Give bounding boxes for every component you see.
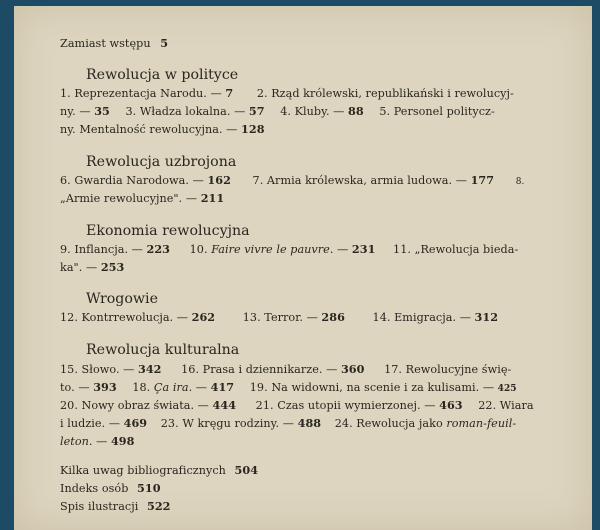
toc-line (60, 260, 124, 274)
intro-page: 5 (160, 36, 169, 50)
entry-text: „Armie rewolucyjne". — (60, 192, 201, 205)
toc-line (60, 380, 517, 394)
toc-line (60, 242, 518, 256)
entry-page: 444 (212, 398, 237, 412)
toc-appendix-entry (60, 499, 171, 513)
toc-line (60, 310, 498, 324)
entry-page: 286 (321, 310, 345, 324)
entry-text: i ludzie. — (60, 417, 124, 430)
appendix-page: 510 (137, 481, 161, 495)
entry-text: ny. — (60, 105, 95, 118)
entry-page: 312 (474, 310, 499, 324)
entry-page: 262 (191, 310, 216, 324)
entry-text: 17. Rewolucyjne świę- (384, 363, 512, 376)
entry-text: 20. Nowy obraz świata. — (60, 399, 213, 412)
toc-line (60, 434, 134, 448)
entry-page: 360 (340, 362, 365, 376)
toc-line (60, 398, 534, 412)
entry-text: 18. (132, 381, 154, 394)
entry-page: 342 (138, 362, 162, 376)
entry-text: 9. Inflancja. — (60, 243, 147, 256)
appendix-page: 522 (147, 499, 171, 513)
entry-text: 24. Rewolucja jako (334, 417, 447, 430)
toc-appendix-entry (60, 481, 161, 495)
entry-page: 7 (225, 86, 234, 100)
appendix-page: 504 (234, 463, 259, 477)
entry-text: . — (329, 243, 352, 256)
toc-line (60, 86, 514, 100)
toc-line (60, 173, 524, 187)
entry-text: 22. Wiara (478, 399, 534, 412)
entry-page: 469 (123, 416, 148, 430)
entry-text: 12. Kontrrewolucja. — (60, 311, 192, 324)
intro-title: Zamiast wstępu (60, 37, 151, 50)
entry-text: to. — (60, 381, 94, 394)
section-heading-enemies: Wrogowie (86, 291, 158, 307)
entry-text: 2. Rząd królewski, republikański i rewolucyj- (256, 87, 514, 100)
toc-line (60, 362, 511, 376)
section-heading-armed: Rewolucja uzbrojona (86, 154, 237, 170)
entry-text: 23. W kręgu rodziny. — (160, 417, 298, 430)
entry-text-italic: Faire vivre le pauvre (211, 243, 330, 256)
entry-text: 3. Władza lokalna. — (125, 105, 249, 118)
appendix-title: Kilka uwag bibliograficznych (60, 464, 226, 477)
appendix-title: Spis ilustracji (60, 500, 139, 513)
toc-line (60, 122, 265, 136)
entry-text-italic: Ça ira (153, 381, 189, 394)
toc-appendix-entry (60, 463, 258, 477)
toc-intro (60, 36, 168, 50)
entry-page: 223 (146, 242, 171, 256)
entry-text: . — (188, 381, 211, 394)
entry-page: 57 (248, 104, 265, 118)
entry-text: 6. Gwardia Narodowa. — (60, 174, 208, 187)
entry-page: 35 (94, 104, 110, 118)
entry-page: 425 (497, 384, 517, 394)
entry-text: 14. Emigracja. — (372, 311, 475, 324)
entry-text-italic: roman-feuil- (446, 417, 517, 430)
entry-text: ny. Mentalność rewolucyjna. — (60, 123, 242, 136)
entry-page: 177 (470, 173, 495, 187)
entry-text: 7. Armia królewska, armia ludowa. — (252, 174, 471, 187)
entry-text: 16. Prasa i dziennikarze. — (181, 363, 341, 376)
entry-page: 231 (351, 242, 376, 256)
entry-text: 4. Kluby. — (280, 105, 349, 118)
entry-page: 211 (200, 191, 225, 205)
entry-page: 463 (439, 398, 463, 412)
entry-text: ka". — (60, 261, 101, 274)
toc-line (60, 191, 224, 205)
entry-text: 1. Reprezentacja Narodu. — (60, 87, 226, 100)
entry-page: 393 (93, 380, 117, 394)
entry-text: 15. Słowo. — (60, 363, 138, 376)
entry-text-italic: leton (60, 435, 89, 448)
entry-page: 498 (110, 434, 135, 448)
entry-text: 13. Terror. — (242, 311, 322, 324)
entry-page: 488 (297, 416, 322, 430)
entry-text: 19. Na widowni, na scenie i za kulisami. — (249, 381, 498, 394)
entry-page: 162 (207, 173, 231, 187)
entry-text: 8. (515, 177, 525, 187)
section-heading-economy: Ekonomia rewolucyjna (86, 223, 250, 239)
entry-text: 21. Czas utopii wymierzonej. — (255, 399, 440, 412)
entry-text: . — (88, 435, 111, 448)
book-page (14, 6, 592, 530)
section-heading-culture: Rewolucja kulturalna (86, 342, 240, 358)
entry-page: 253 (100, 260, 125, 274)
entry-page: 128 (241, 122, 265, 136)
entry-page: 417 (210, 380, 235, 394)
appendix-title: Indeks osób (60, 482, 129, 495)
entry-text: 10. (189, 243, 212, 256)
entry-text: 5. Personel politycz- (379, 105, 495, 118)
section-heading-politics: Rewolucja w polityce (86, 67, 239, 83)
entry-page: 88 (348, 104, 364, 118)
toc-line (60, 104, 495, 118)
entry-text: 11. „Rewolucja bieda- (393, 243, 519, 256)
toc-line (60, 416, 516, 430)
